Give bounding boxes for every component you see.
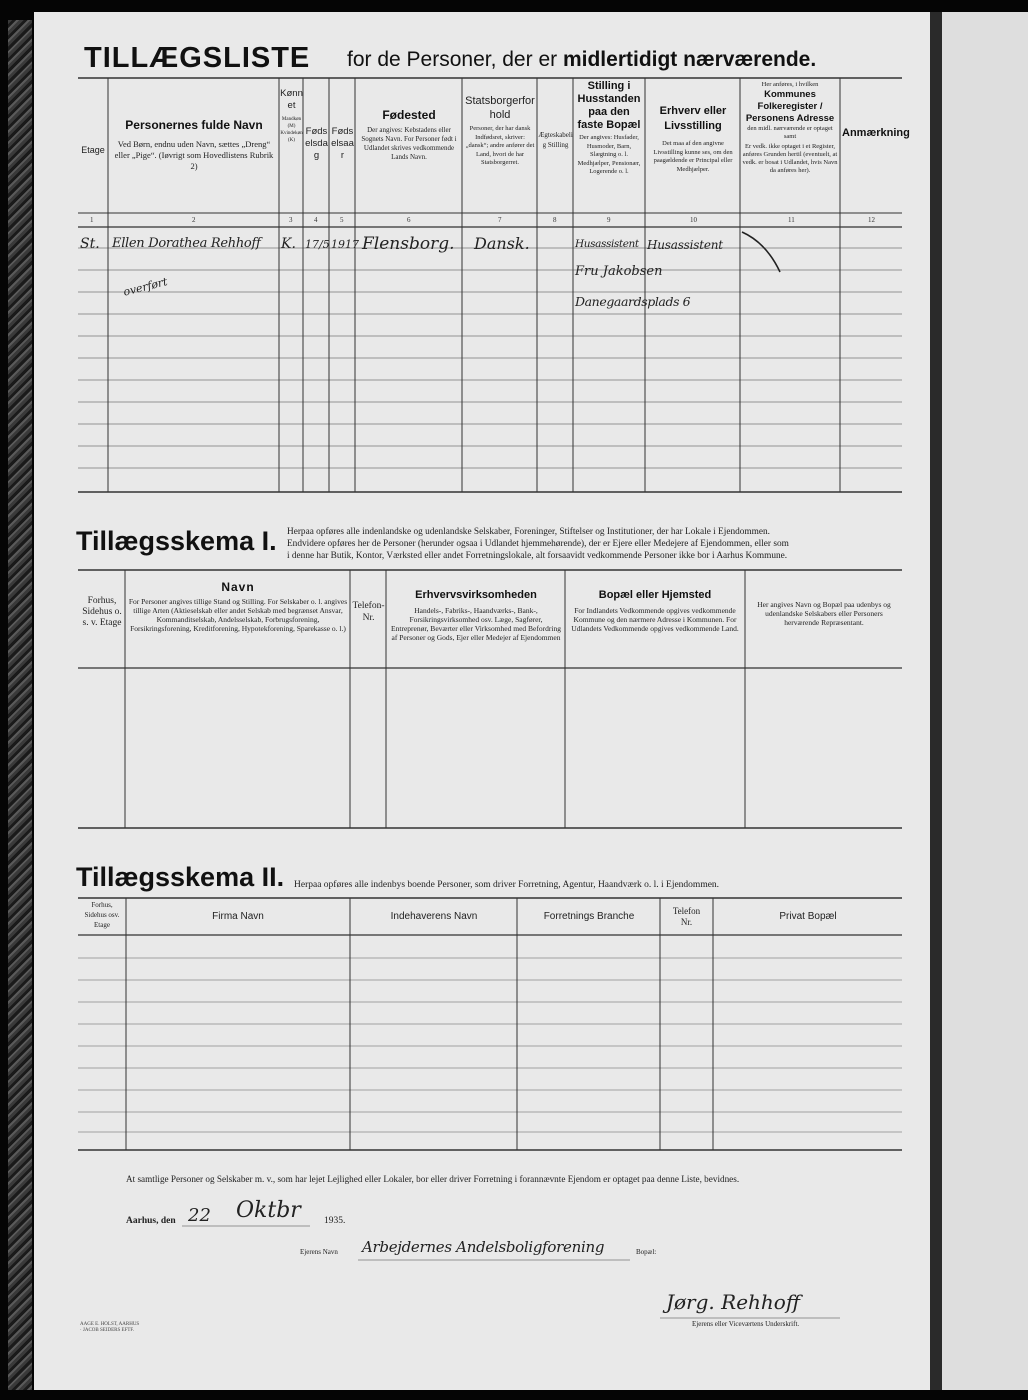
col-remarks-header: Anmærkning [842, 127, 910, 139]
entry-name: Ellen Dorathea Rehhoff [112, 236, 261, 251]
skema2-description: Herpaa opføres alle indenbys boende Personer, som driver Forretning, Agentur, Haandværk o. l. i Ejendommen. [294, 880, 720, 890]
col-num: 7 [498, 216, 502, 224]
residence-label: Bopæl: [636, 1248, 657, 1256]
col-occupation-header: Erhverv eller Livsstilling Det maa af den angivne Livsstilling kunne ses, om den paagældende er Principal eller Medhjælper. [653, 105, 733, 173]
skema1-col-representant: Her angives Navn og Bopæl paa udenbys og udenlandske Selskabers eller Personers herværende Repræsentant. [757, 600, 891, 627]
col-num: 3 [289, 216, 293, 224]
skema2-col-bopael: Privat Bopæl [779, 911, 837, 922]
entry-birthday: 17/5 [305, 238, 330, 251]
col-num: 5 [340, 216, 344, 224]
skema1-col-navn: Navn For Personer angives tillige Stand og Stilling. For Selskaber o. l. angives tillige Arten (Aktieselskab eller andet Selskab med begrænset Ansvar, Kommanditselskab, Andelsselskab, Forbrugsforening, Forsikringsforening, Kreditforening, Hypotekforening, Sparekasse o. l.) [128, 580, 348, 633]
col-birthyear-header: Fødselsaar [331, 126, 354, 161]
skema1-col-bopael: Bopæl eller Hjemsted For Indlandets Vedkommende opgives vedkommende Kommune og den nærmere Adresse i Kommunen. For Udlandets Vedkommende opgives vedkommende Land. [571, 589, 739, 633]
form-subtitle: for de Personer, der er midlertidigt nærværende. [347, 48, 817, 71]
entry-occupation: Husassistent [647, 238, 723, 252]
col-num: 2 [192, 216, 196, 224]
skema2-col-branche: Forretnings Branche [543, 911, 635, 922]
printer-mark: AAGE E. HOLST, AARHUS · JACOB SEIDERS EFTF. [80, 1322, 140, 1333]
entry-sex: K. [281, 236, 296, 252]
skema1-col-etage: Forhus, Sidehus o. s. v. Etage [82, 596, 122, 628]
skema1-title: Tillægsskema I. [76, 526, 277, 556]
col-birthday-header: Fødselsdag [305, 126, 328, 161]
entry-name-note: overført [122, 275, 169, 299]
entry-household-2: Fru Jakobsen [575, 264, 663, 279]
col-num: 9 [607, 216, 611, 224]
col-num: 6 [407, 216, 411, 224]
skema2-col-etage: Forhus, Sidehus osv. Etage [84, 901, 120, 929]
skema2-col-telefon: Telefon Nr. [672, 906, 701, 927]
col-register-header: Her anføres, i hvilken Kommunes Folkeregister / Personens Adresse den midl. nærværende er optaget samt Er vedk. ikke optaget i et Register, anføres Grunden hertil (eventuelt, at vedk. er bosat i Udlandet, hvis Navn da anføres her). [742, 81, 838, 174]
date-day: 22 [188, 1205, 211, 1226]
col-name-header: Personernes fulde Navn Ved Børn, endnu uden Navn, sættes „Dreng“ eller „Pige“. (Iøvrigt som Hovedlistens Rubrik 2) [114, 118, 274, 171]
col-etage-header: Etage [81, 145, 105, 155]
col-num: 8 [553, 216, 557, 224]
entry-etage: St. [80, 236, 100, 252]
skema2-title: Tillægsskema II. [76, 862, 285, 892]
attestation-text: At samtlige Personer og Selskaber m. v., som har lejet Lejlighed eller Lokaler, bor eller driver Forretning i forannævnte Ejendom er optaget paa denne Liste, bevidnes. [126, 1174, 740, 1184]
skema1-col-telefon: Telefon-Nr. [352, 601, 385, 623]
entry-birthplace: Flensborg. [362, 234, 455, 254]
strike-flourish [742, 232, 780, 272]
owner-name: Arbejdernes Andelsboligforening [362, 1238, 605, 1256]
skema1-col-erhverv: Erhvervsvirksomheden Handels-, Fabriks-, Haandværks-, Bank-, Forsikringsvirksomhed osv. Læge, Sagfører, Entreprenør, Beværter eller Virksomhed med Befordring af Personer og Gods, Ejer eller Medejer af Ejendommen [391, 589, 561, 642]
col-marital-header: Ægteskabelig Stilling [538, 131, 573, 149]
entry-birthyear: 1917 [331, 238, 359, 251]
signature-label: Ejerens eller Viceværtens Underskrift. [692, 1320, 800, 1328]
entry-citizenship: Dansk. [474, 234, 530, 253]
col-birthplace-header: Fødested Der angives: Kebstadens eller Sognets Navn. For Personer født i Udlandet skrives vedkommende Lands Navn. [361, 108, 457, 161]
col-num: 12 [868, 216, 875, 224]
form-title: TILLÆGSLISTE [84, 42, 311, 74]
col-num: 1 [90, 216, 94, 224]
col-household-header: Stilling i Husstanden paa den faste Bopæl Der angives: Husfader, Husmoder, Barn, Slægtning o. l. Medhjælper, Pensionær, Logerende o. l. [577, 80, 641, 175]
col-num: 11 [788, 216, 795, 224]
skema2-col-indehaver: Indehaverens Navn [390, 911, 478, 922]
owner-label: Ejerens Navn [300, 1248, 338, 1256]
date-month: Oktbr [236, 1198, 301, 1223]
date-year: 1935. [324, 1216, 346, 1226]
col-sex-header: Kønnet Mandkøn (M) Kvindekøn (K) [280, 88, 303, 143]
skema1-description: Herpaa opføres alle indenlandske og udenlandske Selskaber, Foreninger, Stiftelser og Institutioner, der har Lokale i Ejendommen. Endvidere opføres her de Personer (herunder ogsaa i Udlandet hjemmehørende), der er Ejere eller Medejere af Ejendommen, eller som i denne har Butik, Kontor, Værksted eller andet Forretningslokale, alt forsaavidt vedkommende Personer ikke bor i Aarhus Kommune. [287, 527, 789, 561]
place-label: Aarhus, den [126, 1216, 176, 1226]
entry-household: Husassistent [575, 238, 639, 250]
col-num: 10 [690, 216, 697, 224]
col-num: 4 [314, 216, 318, 224]
col-citizenship-header: Statsborgerforhold Personer, der har dansk Indfødsret, skriver: „dansk“; andre anfører det Land, hvori de har Statsborgerret. [465, 95, 535, 166]
signature: Jørg. Rehhoff [666, 1290, 801, 1314]
skema2-col-firma: Firma Navn [212, 911, 264, 922]
entry-household-3: Danegaardsplads 6 [575, 294, 691, 309]
